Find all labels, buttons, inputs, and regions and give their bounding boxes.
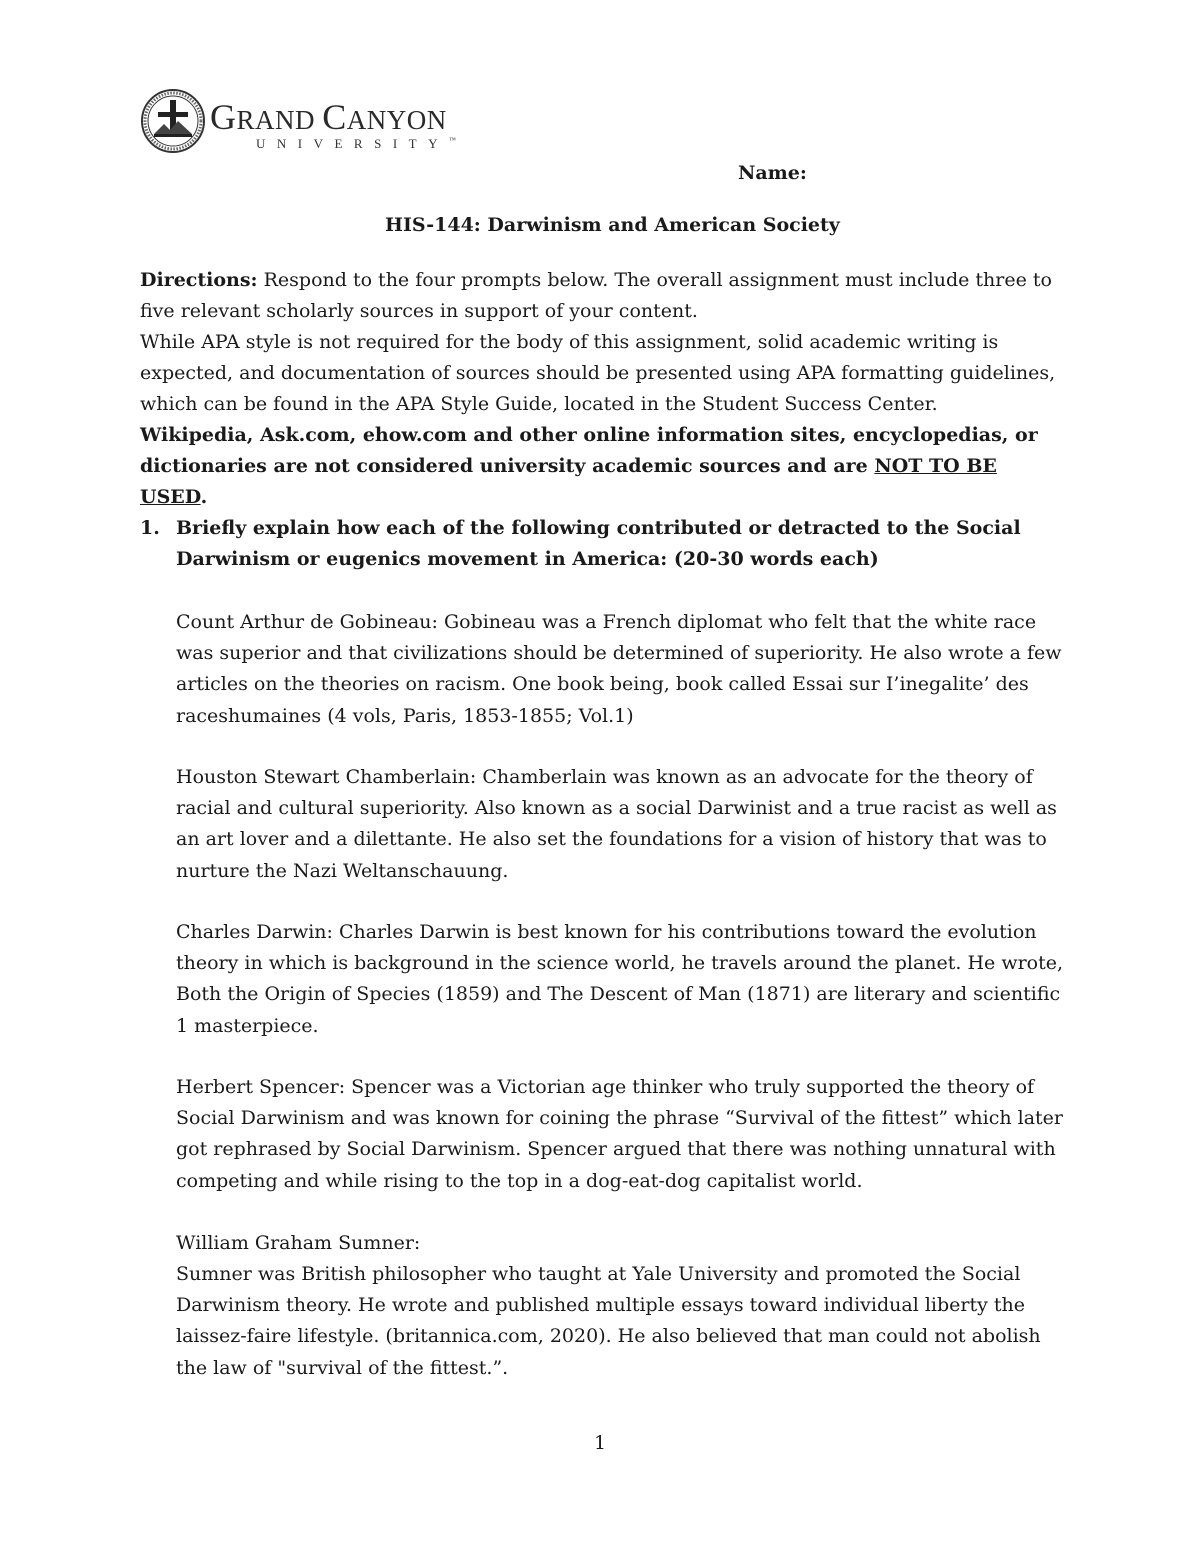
logo-wordmark: GRAND CANYON — [210, 97, 447, 137]
logo-subtitle: UNIVERSITY™ — [256, 136, 456, 151]
page-number: 1 — [594, 1432, 607, 1454]
answer-darwin: Charles Darwin: Charles Darwin is best known for his contributions toward the evolution theory in which is background in the science world, he travels around the planet. He wrote, Both the Origin of Species (1859) and The Descent of Man (1871) are literary and scientific 1 masterpiece. — [176, 921, 1064, 1037]
apa-paragraph: While APA style is not required for the body of this assignment, solid academic writing is expected, and documentation of sources should be presented using APA formatting guidelines, which can be found in the APA Style Guide, located in the Student Success Center. — [140, 331, 1056, 416]
university-logo — [140, 88, 460, 160]
answer-chamberlain: Houston Stewart Chamberlain: Chamberlain was known as an advocate for the theory of racial and cultural superiority. Also known as a social Darwinist and a true racist as well as an art lover and a dilettante. He also set the foundations for a vision of history that was to nurture the Nazi Weltanschauung. — [176, 766, 1057, 882]
not-to-be-used: NOT TO BE USED — [140, 455, 997, 509]
answer-sumner: Sumner was British philosopher who taught at Yale University and promoted the Social Darwinism theory. He wrote and published multiple essays toward individual liberty the laissez-faire lifestyle. (britannica.com, 2020). He also believed that man could not abolish the law of "survival of the fittest.”. — [176, 1263, 1041, 1379]
answer-sumner-heading: William Graham Sumner: — [176, 1232, 421, 1254]
question-prompt: Briefly explain how each of the following contributed or detracted to the Social Darwinism or eugenics movement in America: (20-30 words each) — [176, 517, 1021, 571]
university-seal-icon — [140, 88, 206, 154]
question-number: 1. — [140, 517, 160, 539]
page-title: HIS-144: Darwinism and American Society — [385, 214, 840, 236]
answer-gobineau: Count Arthur de Gobineau: Gobineau was a French diplomat who felt that the white race was superior and that civilizations should be determined of superiority. He also wrote a few articles on the theories on racism. One book being, book called Essai sur I’inegalite’ des raceshumaines (4 vols, Paris, 1853-1855; Vol.1) — [176, 611, 1062, 727]
directions-paragraph — [140, 265, 1065, 327]
directions-label: Directions: — [140, 269, 258, 291]
name-label: Name: — [738, 162, 807, 184]
answer-spencer: Herbert Spencer: Spencer was a Victorian age thinker who truly supported the theory of Social Darwinism and was known for coining the phrase “Survival of the fittest” which later got rephrased by Social Darwinism. Spencer argued that there was nothing unnatural with competing and while rising to the top in a dog-eat-dog capitalist world. — [176, 1076, 1063, 1192]
sources-warning: Wikipedia, Ask.com, ehow.com and other online information sites, encyclopedias, or dictionaries are not considered university academic sources and are NOT TO BE USED. — [140, 424, 1038, 509]
directions-text: Respond to the four prompts below. The overall assignment must include three to five relevant scholarly sources in support of your content. — [140, 269, 1052, 323]
